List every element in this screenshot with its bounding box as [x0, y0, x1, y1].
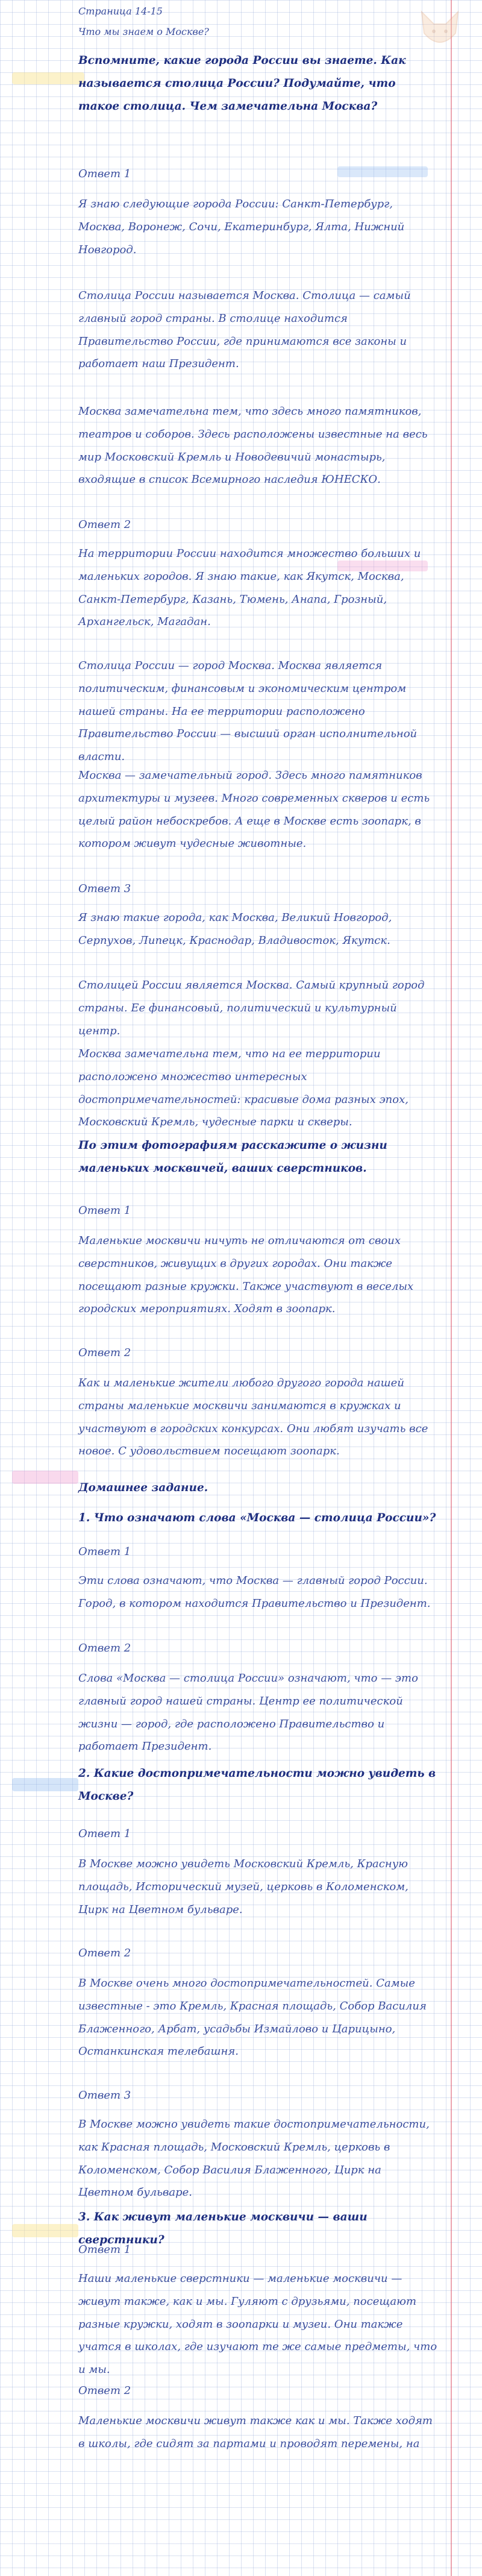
answer-text: Москва замечательна тем, что здесь много памятников, театров и соборов. Здесь расположены известные на весь мир Московский Кремль и Новодевичий монастырь, входящие в список Всемирного наследия ЮНЕСКО.	[78, 405, 428, 486]
answer-text: В Москве можно увидеть Московский Кремль, Красную площадь, Исторический музей, церковь в Коломенском, Цирк на Цветном бульваре.	[78, 1858, 408, 1916]
answer-text: Я знаю следующие города России: Санкт-Петербург, Москва, Воронеж, Сочи, Екатеринбург, Ялта, Нижний Новгород.	[78, 198, 405, 256]
answer-title: Ответ 1	[78, 1545, 131, 1558]
highlight-strip	[12, 1471, 78, 1484]
homework-title: Домашнее задание.	[78, 1481, 208, 1494]
answer-title: Ответ 2	[78, 1947, 131, 1959]
answer-title: Ответ 3	[78, 2089, 131, 2102]
answer-text: Столица России — город Москва. Москва является политическим, финансовым и экономическим центром нашей страны. На ее территории расположено Правительство России — высший орган исполнительной власти.	[78, 659, 418, 764]
answer-text: Я знаю такие города, как Москва, Великий Новгород, Серпухов, Липецк, Краснодар, Владивосток, Якутск.	[78, 911, 392, 947]
highlight-strip	[12, 72, 84, 84]
answer-title: Ответ 1	[78, 168, 131, 180]
answer-text: В Москве очень много достопримечательностей. Самые известные - это Кремль, Красная площадь, Собор Василия Блаженного, Арбат, усадьбы Измайлово и Царицыно, Останкинская телебашня.	[78, 1977, 427, 2058]
topic-title: Что мы знаем о Москве?	[78, 26, 209, 37]
question-heading: 3. Как живут маленькие москвичи — ваши сверстники?	[78, 2211, 368, 2246]
question-heading: 1. Что означают слова «Москва — столица России»?	[78, 1512, 436, 1524]
highlight-strip	[12, 2224, 78, 2237]
highlight-strip	[12, 1778, 78, 1791]
page-number: Страница 14-15	[78, 5, 163, 17]
question-heading: По этим фотографиям расскажите о жизни маленьких москвичей, ваших сверстников.	[78, 1139, 387, 1175]
answer-text: Слова «Москва — столица России» означают, что — это главный город нашей страны. Центр ее политической жизни — город, где расположено Правительство и работает Президент.	[78, 1672, 418, 1753]
answer-text: Как и маленькие жители любого другого города нашей страны маленькие москвичи занимаются в кружках и участвуют в городских конкурсах. Они любят изучать все новое. С удовольствием посещают зоопарк.	[78, 1377, 428, 1458]
answer-text: На территории России находится множество больших и маленьких городов. Я знаю такие, как Якутск, Москва, Санкт-Петербург, Казань, Тюмень, Анапа, Грозный, Архангельск, Магадан.	[78, 547, 421, 629]
answer-title: Ответ 3	[78, 882, 131, 895]
answer-title: Ответ 1	[78, 1827, 131, 1840]
answer-text: В Москве можно увидеть такие достопримечательности, как Красная площадь, Московский Кремль, церковь в Коломенском, Собор Василия Блаженного, Цирк на Цветном бульваре.	[78, 2118, 430, 2199]
answer-text: Наши маленькие сверстники — маленькие москвичи — живут также, как и мы. Гуляют с друзьями, посещают разные кружки, ходят в зоопарки и музеи. Они также учатся в школах, где изучают те же самые предметы, что и мы.	[78, 2272, 437, 2377]
answer-text: Москва замечательна тем, что на ее территории расположено множество интересных достопримечательностей: красивые дома разных эпох, Московский Кремль, чудесные парки и скверы.	[78, 1048, 408, 1129]
answer-title: Ответ 2	[78, 1346, 131, 1359]
question-heading: 2. Какие достопримечательности можно увидеть в Москве?	[78, 1767, 436, 1803]
answer-text: Эти слова означают, что Москва — главный город России. Город, в котором находится Правительство и Президент.	[78, 1574, 431, 1610]
answer-title: Ответ 1	[78, 1204, 131, 1217]
answer-text: Москва — замечательный город. Здесь много памятников архитектуры и музеев. Много современных скверов и есть целый район небоскребов. А еще в Москве есть зоопарк, в котором живут чудесные животные.	[78, 769, 430, 850]
answer-title: Ответ 1	[78, 2243, 131, 2256]
answer-title: Ответ 2	[78, 1642, 131, 1654]
answer-title: Ответ 2	[78, 518, 131, 531]
answer-text: Столица России называется Москва. Столица — самый главный город страны. В столице находится Правительство России, где принимаются все законы и работает наш Президент.	[78, 289, 411, 371]
answer-title: Ответ 2	[78, 2384, 131, 2397]
answer-text: Столицей России является Москва. Самый крупный город страны. Ее финансовый, политический и культурный центр.	[78, 979, 425, 1037]
answer-text: Маленькие москвичи ничуть не отличаются от своих сверстников, живущих в других городах. Они также посещают разные кружки. Также участвуют в веселых городских мероприятиях. Ходят в зоопарк.	[78, 1234, 414, 1316]
notebook-margin-line	[451, 0, 452, 2576]
answer-text: Маленькие москвичи живут также как и мы. Также ходят в школы, где сидят за партами и проводят перемены, на	[78, 2414, 433, 2450]
task-question: Вспомните, какие города России вы знаете. Как называется столица России? Подумайте, что такое столица. Чем замечательна Москва?	[78, 54, 406, 113]
